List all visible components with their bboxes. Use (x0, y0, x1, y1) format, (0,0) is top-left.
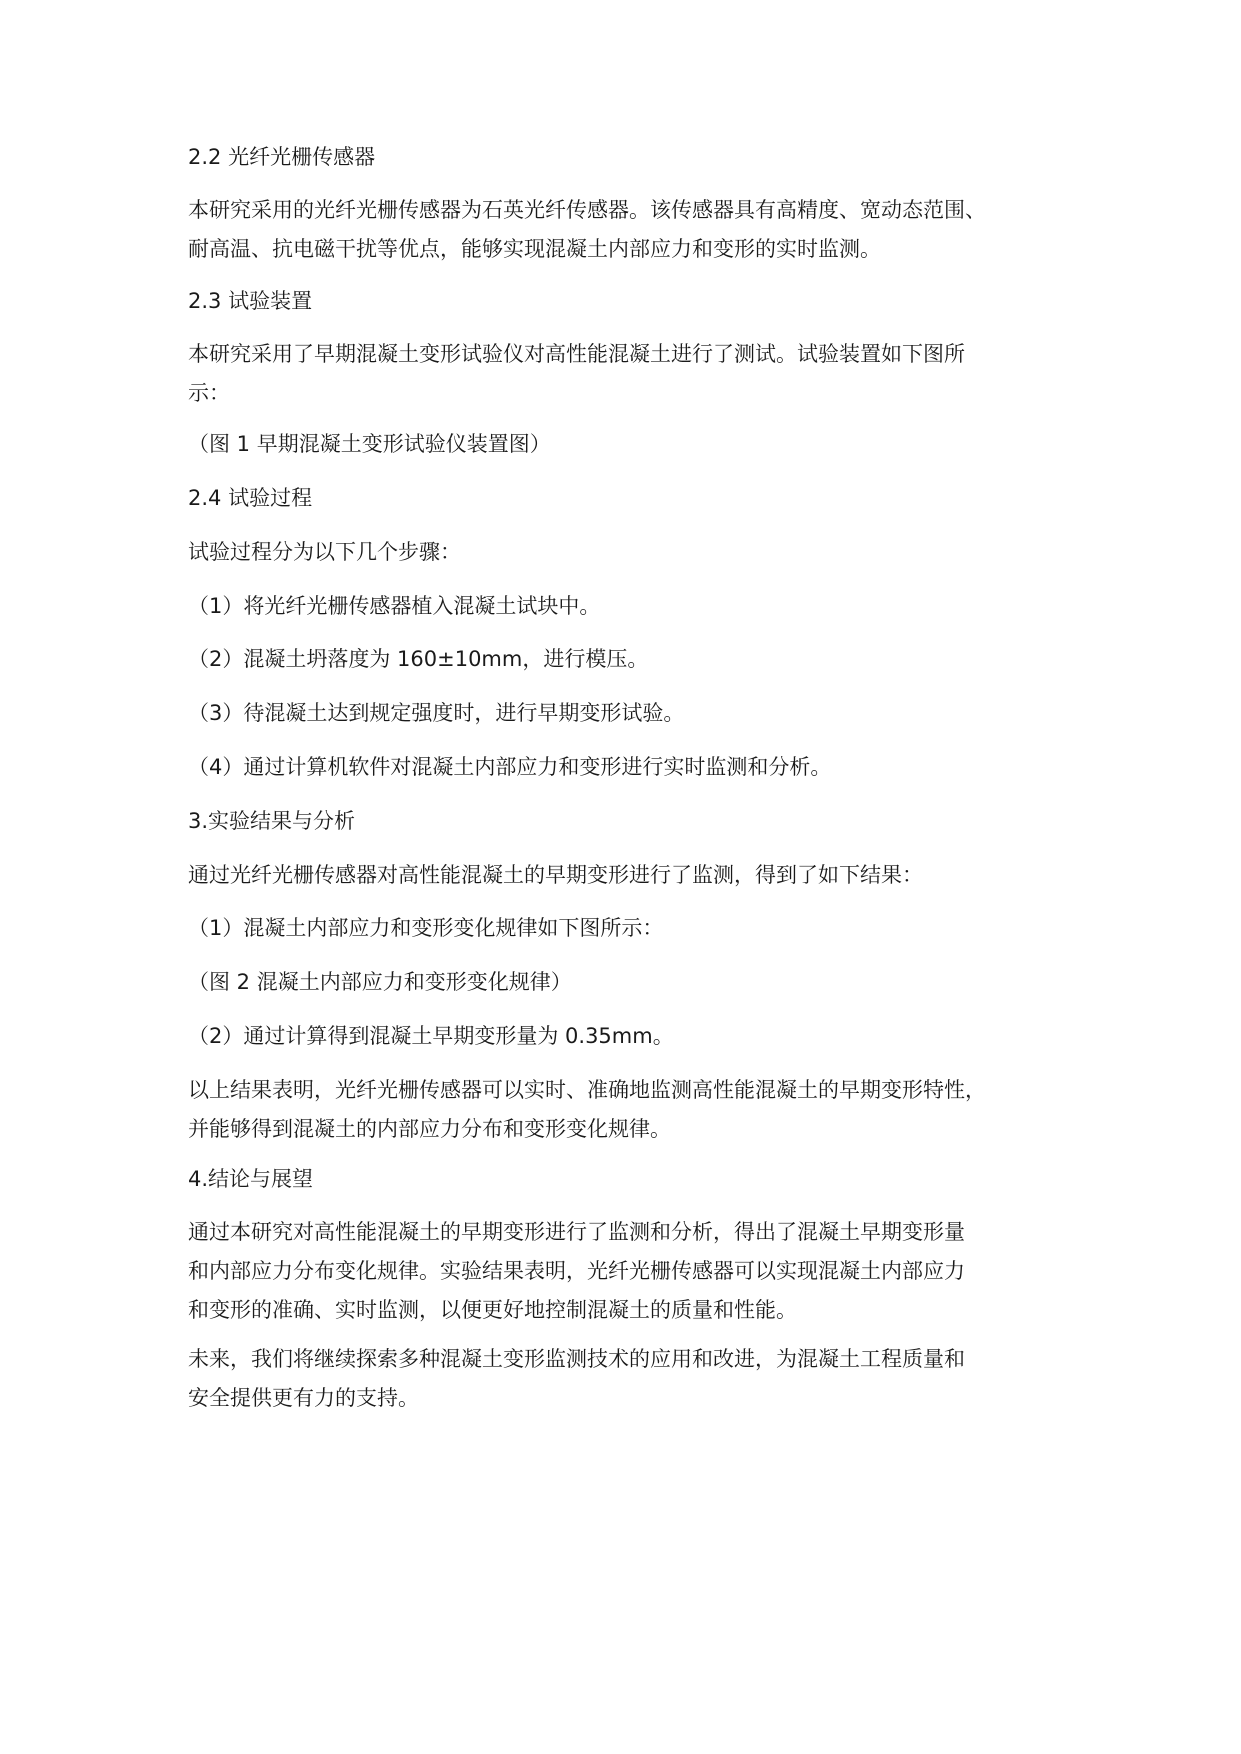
paragraph-line: 通过本研究对高性能混凝土的早期变形进行了监测和分析，得出了混凝土早期变形量 (188, 1220, 965, 1244)
list-item-text: （2）通过计算得到混凝土早期变形量为 0.35mm。 (188, 1024, 674, 1048)
paragraph (188, 1340, 1088, 1418)
heading-text: 4.结论与展望 (188, 1167, 314, 1191)
heading-text: 2.2 光纤光栅传感器 (188, 145, 376, 169)
list-item (188, 640, 1088, 679)
heading-text: 2.3 试验装置 (188, 289, 313, 313)
paragraph-line: 试验过程分为以下几个步骤： (188, 540, 461, 564)
list-item (188, 909, 1088, 948)
list-item-text: （4）通过计算机软件对混凝土内部应力和变形进行实时监测和分析。 (188, 755, 832, 779)
paragraph-line: 通过光纤光栅传感器对高性能混凝土的早期变形进行了监测，得到了如下结果： (188, 863, 923, 887)
list-item (188, 1017, 1088, 1056)
paragraph-line: 示： (188, 381, 230, 405)
paragraph-line: 和内部应力分布变化规律。实验结果表明，光纤光栅传感器可以实现混凝土内部应力 (188, 1259, 965, 1283)
section-heading (188, 138, 1088, 177)
caption-text: （图 1 早期混凝土变形试验仪装置图） (188, 432, 551, 456)
paragraph-line: 和变形的准确、实时监测，以便更好地控制混凝土的质量和性能。 (188, 1298, 797, 1322)
list-item-text: （1）混凝土内部应力和变形变化规律如下图所示： (188, 916, 664, 940)
paragraph-line: 本研究采用的光纤光栅传感器为石英光纤传感器。该传感器具有高精度、宽动态范围、 (188, 198, 986, 222)
list-item (188, 587, 1088, 626)
section-heading (188, 479, 1088, 518)
section-heading (188, 1160, 1088, 1199)
paragraph (188, 335, 1088, 413)
section-heading (188, 802, 1088, 841)
caption-text: （图 2 混凝土内部应力和变形变化规律） (188, 970, 572, 994)
paragraph (188, 533, 1088, 572)
paragraph-line: 耐高温、抗电磁干扰等优点，能够实现混凝土内部应力和变形的实时监测。 (188, 237, 881, 261)
paragraph-line: 以上结果表明，光纤光栅传感器可以实时、准确地监测高性能混凝土的早期变形特性， (188, 1078, 986, 1102)
list-item-text: （1）将光纤光栅传感器植入混凝土试块中。 (188, 594, 601, 618)
paragraph-line: 本研究采用了早期混凝土变形试验仪对高性能混凝土进行了测试。试验装置如下图所 (188, 342, 965, 366)
paragraph (188, 856, 1088, 895)
paragraph (188, 191, 1088, 269)
list-item (188, 694, 1088, 733)
figure-caption (188, 425, 1088, 464)
paragraph-line: 并能够得到混凝土的内部应力分布和变形变化规律。 (188, 1117, 671, 1141)
list-item-text: （2）混凝土坍落度为 160±10mm，进行模压。 (188, 647, 649, 671)
heading-text: 2.4 试验过程 (188, 486, 313, 510)
paragraph (188, 1071, 1088, 1149)
paragraph-line: 未来，我们将继续探索多种混凝土变形监测技术的应用和改进，为混凝土工程质量和 (188, 1347, 965, 1371)
heading-text: 3.实验结果与分析 (188, 809, 356, 833)
paragraph (188, 1213, 1088, 1330)
section-heading (188, 282, 1088, 321)
list-item-text: （3）待混凝土达到规定强度时，进行早期变形试验。 (188, 701, 685, 725)
paragraph-line: 安全提供更有力的支持。 (188, 1386, 419, 1410)
list-item (188, 748, 1088, 787)
figure-caption (188, 963, 1088, 1002)
